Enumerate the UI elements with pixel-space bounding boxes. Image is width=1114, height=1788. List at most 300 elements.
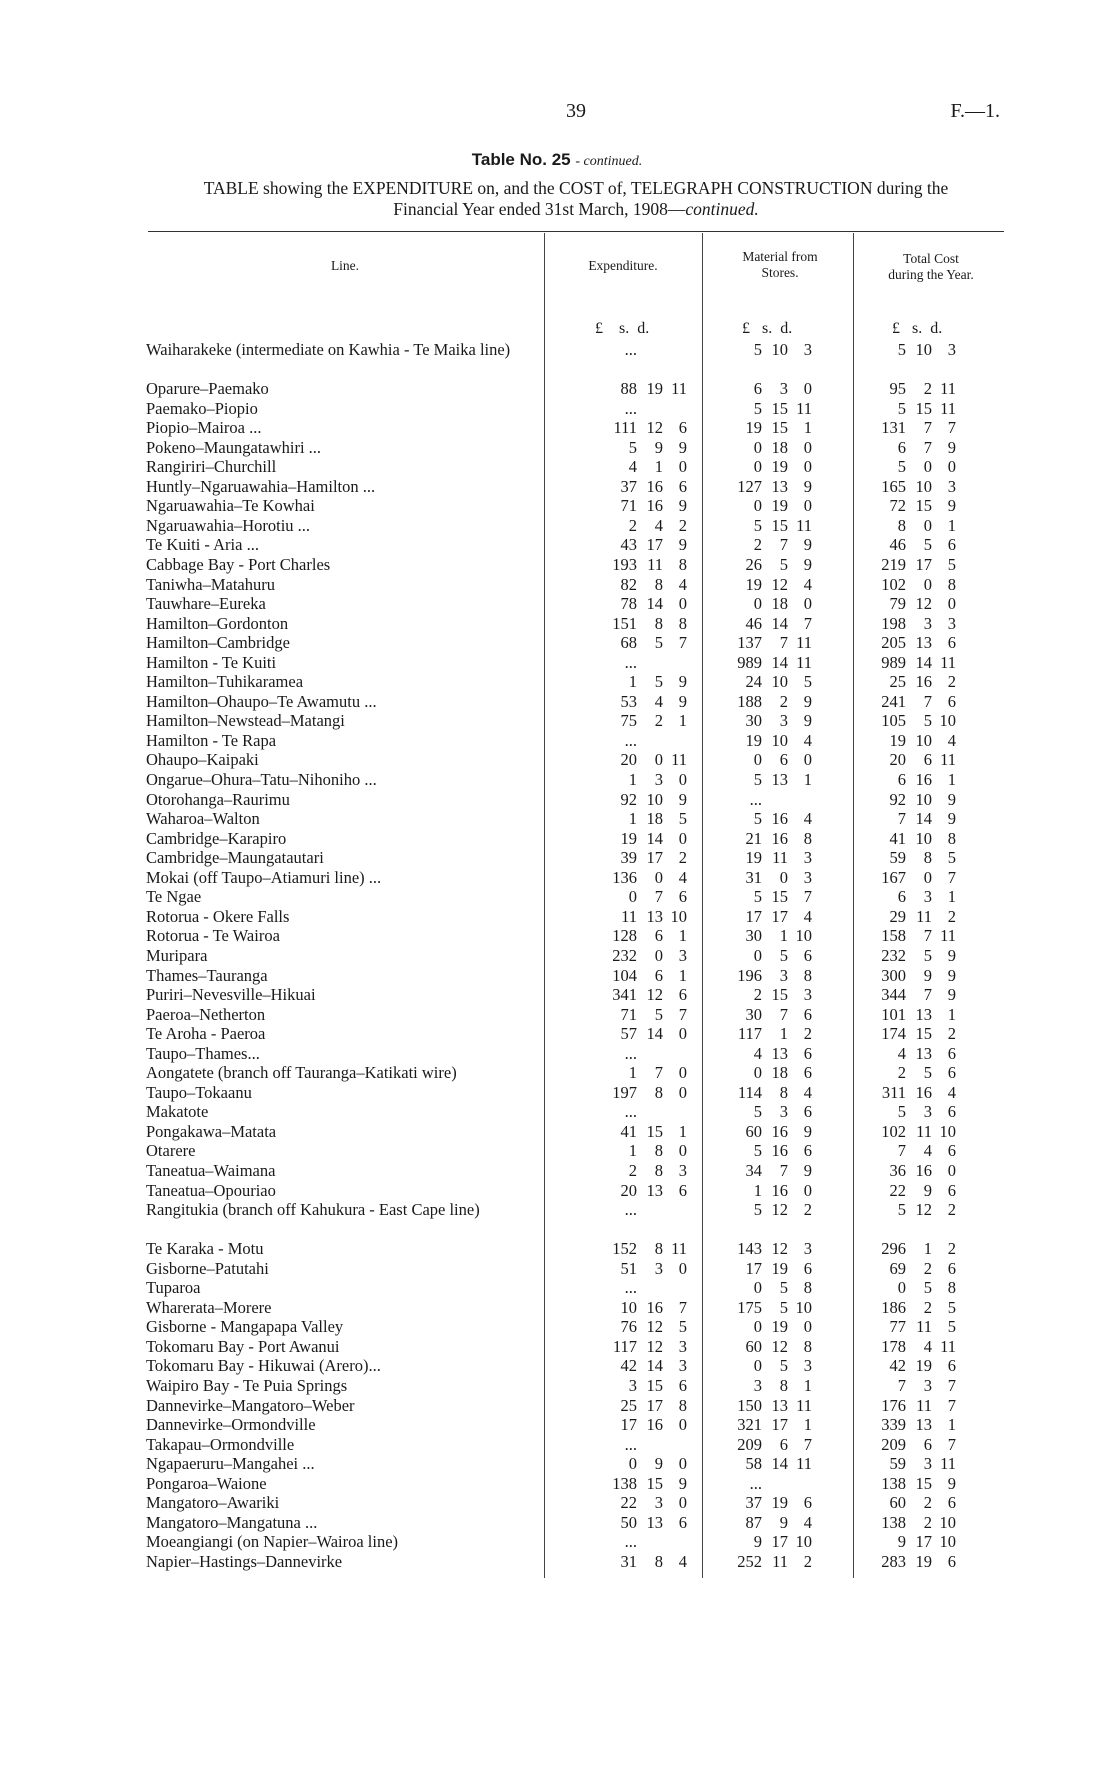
material-amount [720, 1005, 812, 1025]
total-amount-pence: 6 [947, 691, 956, 711]
line-name: Paemako–Piopio [146, 398, 258, 418]
expenditure-amount [595, 790, 687, 810]
expenditure-amount-pence: 9 [678, 437, 687, 457]
expenditure-amount-pounds: 39 [620, 848, 637, 868]
material-amount-pounds: 175 [737, 1297, 762, 1317]
total-amount-pence: 6 [947, 633, 956, 653]
material-amount-shillings: 15 [771, 398, 788, 418]
expenditure-amount [595, 1044, 687, 1064]
expenditure-amount [595, 614, 687, 634]
total-amount-pounds: 219 [881, 555, 906, 575]
total-amount-pounds: 41 [889, 828, 906, 848]
total-amount-shillings: 3 [923, 887, 932, 907]
expenditure-amount-pence: 4 [678, 1551, 687, 1571]
line-name: Ongarue–Ohura–Tatu–Nihoniho ... [146, 770, 377, 790]
total-amount [864, 516, 956, 536]
total-amount-shillings: 9 [923, 965, 932, 985]
expenditure-amount-shillings: 17 [646, 1395, 663, 1415]
expenditure-amount [595, 1278, 687, 1298]
material-amount-shillings: 19 [771, 1493, 788, 1513]
line-name: Puriri–Nevesville–Hikuai [146, 985, 316, 1005]
total-amount-shillings: 11 [916, 1395, 932, 1415]
material-amount [720, 750, 812, 770]
total-amount-pounds: 283 [881, 1551, 906, 1571]
table-row [146, 1376, 1006, 1396]
material-amount-pounds: 46 [745, 613, 762, 633]
total-amount-pounds: 20 [889, 750, 906, 770]
total-amount-shillings: 0 [923, 867, 932, 887]
expenditure-amount-shillings: 8 [654, 1239, 663, 1259]
total-amount-pence: 0 [947, 457, 956, 477]
total-amount-pence: 11 [940, 1336, 956, 1356]
unit-pound: £ [892, 320, 900, 337]
total-amount [864, 907, 956, 927]
expenditure-amount-shillings: 11 [647, 555, 663, 575]
total-amount-pence: 9 [947, 789, 956, 809]
material-amount-pence: 11 [796, 1395, 812, 1415]
expenditure-amount-shillings: 12 [646, 418, 663, 438]
material-amount-pounds: 60 [745, 1336, 762, 1356]
material-amount [720, 594, 812, 614]
material-amount-pounds: 26 [745, 555, 762, 575]
total-amount-pounds: 72 [889, 496, 906, 516]
expenditure-amount-pence: 6 [678, 1180, 687, 1200]
total-amount-pence: 5 [947, 848, 956, 868]
material-amount-pounds: 127 [737, 476, 762, 496]
total-amount-pounds: 46 [889, 535, 906, 555]
material-amount-pence: 7 [803, 1434, 812, 1454]
material-amount-pounds: 2 [753, 535, 762, 555]
table-row [146, 1513, 1006, 1533]
material-amount-pounds: 87 [745, 1512, 762, 1532]
material-amount-shillings: 13 [771, 1395, 788, 1415]
material-amount [720, 418, 812, 438]
material-amount [720, 1415, 812, 1435]
material-amount [720, 1141, 812, 1161]
expenditure-amount-shillings: 8 [654, 1160, 663, 1180]
material-amount-shillings: 10 [771, 730, 788, 750]
total-amount-pounds: 0 [897, 1278, 906, 1298]
line-name: Rotorua - Okere Falls [146, 906, 290, 926]
material-amount-pounds: 24 [745, 672, 762, 692]
expenditure-amount-pounds: 42 [620, 1356, 637, 1376]
expenditure-amount-pounds: 78 [620, 594, 637, 614]
total-amount-pounds: 5 [897, 1200, 906, 1220]
total-amount-pence: 1 [947, 770, 956, 790]
column-header-total-line-2: during the Year. [888, 267, 974, 282]
column-header-total-line-1: Total Cost [903, 251, 959, 266]
table-row [146, 340, 1006, 379]
total-amount-pounds: 232 [881, 945, 906, 965]
expenditure-amount [595, 887, 687, 907]
total-amount-shillings: 5 [923, 535, 932, 555]
total-amount-pence: 2 [947, 906, 956, 926]
total-amount-pence: 7 [947, 418, 956, 438]
expenditure-amount [595, 340, 687, 360]
column-header-material-line-1: Material from [742, 249, 818, 264]
expenditure-amount-shillings: 8 [654, 574, 663, 594]
material-amount-pounds: 30 [745, 1004, 762, 1024]
table-row [146, 575, 1006, 595]
expenditure-amount-pounds: 5 [628, 437, 637, 457]
total-amount-pence: 10 [939, 711, 956, 731]
table-row [146, 594, 1006, 614]
line-name: Mokai (off Taupo–Atiamuri line) ... [146, 867, 382, 887]
material-amount-pence: 11 [796, 1454, 812, 1474]
material-amount-pence: 0 [803, 750, 812, 770]
total-amount-pounds: 339 [881, 1415, 906, 1435]
material-amount-pounds: 0 [753, 1278, 762, 1298]
expenditure-amount-pence: 7 [678, 1004, 687, 1024]
table-row [146, 653, 1006, 673]
table-row [146, 1337, 1006, 1357]
expenditure-amount-pounds: ... [624, 1278, 637, 1298]
table-row [146, 848, 1006, 868]
total-amount-shillings: 17 [915, 1532, 932, 1552]
expenditure-amount [595, 1396, 687, 1416]
material-amount [720, 1083, 812, 1103]
material-amount-shillings: 15 [771, 887, 788, 907]
total-amount-pounds: 60 [889, 1493, 906, 1513]
material-amount [720, 1435, 812, 1455]
expenditure-amount-shillings: 17 [646, 848, 663, 868]
expenditure-amount-pence: 7 [678, 633, 687, 653]
total-amount [864, 1278, 956, 1298]
table-row [146, 868, 1006, 888]
material-amount [720, 868, 812, 888]
expenditure-amount-pence: 5 [678, 1317, 687, 1337]
expenditure-amount-pounds: 71 [620, 1004, 637, 1024]
total-amount-shillings: 10 [915, 828, 932, 848]
total-amount-pounds: 105 [881, 711, 906, 731]
expenditure-amount [595, 653, 687, 673]
table-row [146, 672, 1006, 692]
material-amount-pounds: 2 [753, 985, 762, 1005]
total-amount-pence: 8 [947, 1278, 956, 1298]
expenditure-amount-shillings: 16 [646, 1297, 663, 1317]
material-amount-pence: 2 [803, 1024, 812, 1044]
total-amount-pounds: 5 [897, 457, 906, 477]
material-amount-pence: 10 [795, 1532, 812, 1552]
total-amount [864, 379, 956, 399]
table-row [146, 711, 1006, 731]
table-row [146, 1493, 1006, 1513]
expenditure-amount-pounds: 151 [612, 613, 637, 633]
unit-pence: d. [930, 320, 943, 337]
table-row [146, 1552, 1006, 1572]
material-amount-pence: 9 [803, 476, 812, 496]
total-amount [864, 1337, 956, 1357]
expenditure-amount [595, 848, 687, 868]
expenditure-amount [595, 438, 687, 458]
material-amount-pence: 0 [803, 1180, 812, 1200]
column-header-material [706, 249, 854, 281]
total-amount-shillings: 14 [915, 809, 932, 829]
expenditure-amount-shillings: 12 [646, 1317, 663, 1337]
material-amount-pounds: 989 [737, 652, 762, 672]
total-amount-pence: 6 [947, 1063, 956, 1083]
total-amount-pence: 6 [947, 1102, 956, 1122]
expenditure-amount [595, 1415, 687, 1435]
expenditure-amount [595, 1122, 687, 1142]
material-amount-pence: 0 [803, 379, 812, 399]
material-amount [720, 692, 812, 712]
expenditure-amount-pence: 3 [678, 945, 687, 965]
total-amount-shillings: 16 [915, 1082, 932, 1102]
line-name: Waiharakeke (intermediate on Kawhia - Te Maika line) [146, 340, 511, 359]
total-amount-shillings: 13 [915, 633, 932, 653]
material-amount-pounds: ... [749, 1473, 762, 1493]
expenditure-amount-pounds: 0 [628, 1454, 637, 1474]
line-name: Cambridge–Maungatautari [146, 848, 324, 868]
total-amount-shillings: 0 [923, 574, 932, 594]
material-amount [720, 809, 812, 829]
total-amount-pence: 1 [947, 887, 956, 907]
material-amount-shillings: 13 [771, 1043, 788, 1063]
total-amount-pence: 6 [947, 1180, 956, 1200]
expenditure-amount-pounds: 37 [620, 476, 637, 496]
expenditure-amount [595, 946, 687, 966]
line-name: Ohaupo–Kaipaki [146, 750, 259, 770]
expenditure-amount-pounds: ... [624, 1043, 637, 1063]
total-amount-pounds: 989 [881, 652, 906, 672]
caption-line-1: TABLE showing the EXPENDITURE on, and the COST of, TELEGRAPH CONSTRUCTION during the [203, 178, 949, 198]
total-amount [864, 438, 956, 458]
material-amount [720, 790, 812, 810]
total-amount-pounds: 344 [881, 985, 906, 1005]
material-amount [720, 535, 812, 555]
material-amount [720, 731, 812, 751]
total-amount-shillings: 12 [915, 594, 932, 614]
material-amount-pence: 9 [803, 691, 812, 711]
total-amount [864, 946, 956, 966]
material-amount-pence: 7 [803, 887, 812, 907]
total-amount-pence: 1 [947, 1004, 956, 1024]
material-amount-shillings: 10 [771, 340, 788, 359]
expenditure-amount-shillings: 6 [654, 965, 663, 985]
material-amount-pounds: 30 [745, 926, 762, 946]
expenditure-amount-shillings: 3 [654, 1258, 663, 1278]
table-row [146, 1161, 1006, 1181]
material-amount [720, 575, 812, 595]
material-amount [720, 848, 812, 868]
caption-line-2-text: Financial Year ended 31st March, 1908— [393, 199, 686, 219]
total-amount [864, 692, 956, 712]
expenditure-amount-shillings: 13 [646, 1180, 663, 1200]
material-amount-shillings: 16 [771, 1121, 788, 1141]
total-amount-pence: 11 [940, 750, 956, 770]
material-amount-shillings: 10 [771, 672, 788, 692]
expenditure-amount-shillings: 7 [654, 1063, 663, 1083]
material-amount-shillings: 14 [771, 1454, 788, 1474]
total-amount [864, 790, 956, 810]
material-amount [720, 985, 812, 1005]
expenditure-amount-pounds: 31 [620, 1551, 637, 1571]
table-row [146, 399, 1006, 419]
total-amount [864, 418, 956, 438]
page-number: 39 [566, 100, 586, 122]
expenditure-amount [595, 731, 687, 751]
material-amount-pounds: 0 [753, 496, 762, 516]
expenditure-amount-pence: 0 [678, 1024, 687, 1044]
expenditure-amount-pence: 0 [678, 457, 687, 477]
expenditure-amount-pounds: 51 [620, 1258, 637, 1278]
unit-shilling: s. [762, 320, 773, 337]
material-amount-shillings: 14 [771, 613, 788, 633]
total-amount-shillings: 0 [923, 515, 932, 535]
line-name: Hamilton–Gordonton [146, 613, 289, 633]
total-amount-shillings: 13 [915, 1415, 932, 1435]
total-amount-pounds: 77 [889, 1317, 906, 1337]
total-amount-shillings: 2 [923, 1297, 932, 1317]
total-amount [864, 829, 956, 849]
expenditure-amount-pounds: 1 [628, 672, 637, 692]
expenditure-amount-shillings: 13 [646, 1512, 663, 1532]
material-amount [720, 1493, 812, 1513]
material-amount-pence: 0 [803, 1317, 812, 1337]
expenditure-amount [595, 1474, 687, 1494]
expenditure-amount-shillings: 15 [646, 1473, 663, 1493]
table-row [146, 1044, 1006, 1064]
material-amount-pounds: 5 [753, 809, 762, 829]
material-amount-pence: 11 [796, 515, 812, 535]
material-amount-pounds: 37 [745, 1493, 762, 1513]
table-row [146, 418, 1006, 438]
expenditure-amount-shillings: 10 [646, 789, 663, 809]
section-code: F.—1. [950, 100, 1000, 122]
expenditure-amount-pence: 6 [678, 887, 687, 907]
material-amount-pounds: 321 [737, 1415, 762, 1435]
total-amount-pence: 7 [947, 1375, 956, 1395]
material-amount [720, 457, 812, 477]
table-row [146, 1396, 1006, 1416]
material-amount [720, 379, 812, 399]
material-amount-pence: 3 [803, 340, 812, 359]
table-row [146, 1278, 1006, 1298]
column-header-material-line-2: Stores. [761, 265, 799, 280]
total-amount-shillings: 11 [916, 906, 932, 926]
total-amount-pence: 11 [940, 652, 956, 672]
total-amount [864, 575, 956, 595]
expenditure-amount-pence: 0 [678, 1063, 687, 1083]
total-amount [864, 1415, 956, 1435]
expenditure-amount-pounds: 197 [612, 1082, 637, 1102]
material-amount-pence: 10 [795, 1297, 812, 1317]
total-amount-pounds: 29 [889, 906, 906, 926]
total-amount [864, 966, 956, 986]
material-amount-pounds: 5 [753, 398, 762, 418]
material-amount-shillings: 12 [771, 1336, 788, 1356]
expenditure-amount [595, 829, 687, 849]
table-row [146, 1532, 1006, 1552]
expenditure-amount-pounds: ... [624, 1434, 637, 1454]
table-row [146, 1024, 1006, 1044]
table-row [146, 887, 1006, 907]
total-amount [864, 770, 956, 790]
expenditure-amount-pounds: ... [624, 398, 637, 418]
expenditure-amount-pounds: ... [624, 340, 637, 359]
total-amount-shillings: 15 [915, 1473, 932, 1493]
total-amount-shillings: 13 [915, 1004, 932, 1024]
total-amount [864, 1298, 956, 1318]
material-amount-shillings: 18 [771, 594, 788, 614]
total-amount-pounds: 241 [881, 691, 906, 711]
expenditure-amount [595, 750, 687, 770]
table-caption [140, 178, 1012, 220]
material-amount-shillings: 13 [771, 476, 788, 496]
table-row [146, 1259, 1006, 1279]
expenditure-amount-pounds: ... [624, 730, 637, 750]
total-amount [864, 594, 956, 614]
material-amount [720, 887, 812, 907]
expenditure-amount-pounds: 117 [612, 1336, 637, 1356]
table-row [146, 926, 1006, 946]
material-amount-pence: 8 [803, 1278, 812, 1298]
material-amount-shillings: 0 [779, 867, 788, 887]
total-amount-shillings: 10 [915, 476, 932, 496]
line-name: Cabbage Bay - Port Charles [146, 555, 331, 575]
total-amount-shillings: 16 [915, 1160, 932, 1180]
line-name: Huntly–Ngaruawahia–Hamilton ... [146, 476, 376, 496]
material-amount [720, 555, 812, 575]
material-amount-shillings: 5 [779, 1356, 788, 1376]
expenditure-amount-pence: 10 [670, 906, 687, 926]
material-amount-pounds: 5 [753, 770, 762, 790]
material-amount-pence: 8 [803, 1336, 812, 1356]
expenditure-amount [595, 1532, 687, 1552]
expenditure-amount [595, 1552, 687, 1572]
total-amount-pence: 6 [947, 535, 956, 555]
expenditure-amount-pence: 4 [678, 574, 687, 594]
table-row [146, 555, 1006, 575]
line-name: Paeroa–Netherton [146, 1004, 266, 1024]
line-name: Dannevirke–Ormondville [146, 1415, 316, 1435]
expenditure-amount-pence: 9 [678, 535, 687, 555]
material-amount-pounds: 0 [753, 1356, 762, 1376]
material-amount-shillings: 7 [779, 1160, 788, 1180]
expenditure-amount-pounds: 2 [628, 1160, 637, 1180]
expenditure-amount [595, 418, 687, 438]
material-amount [720, 1200, 812, 1220]
expenditure-amount-shillings: 8 [654, 1551, 663, 1571]
material-amount [720, 614, 812, 634]
material-amount [720, 1532, 812, 1552]
total-amount-pounds: 131 [881, 418, 906, 438]
expenditure-amount-pence: 8 [678, 613, 687, 633]
table-row [146, 966, 1006, 986]
expenditure-amount-shillings: 16 [646, 476, 663, 496]
total-amount [864, 1063, 956, 1083]
expenditure-amount [595, 399, 687, 419]
total-amount [864, 1317, 956, 1337]
expenditure-amount-pence: 2 [678, 515, 687, 535]
total-amount-pounds: 5 [897, 398, 906, 418]
total-amount [864, 1161, 956, 1181]
expenditure-amount-pounds: ... [624, 1532, 637, 1552]
line-name: Taupo–Tokaanu [146, 1082, 252, 1102]
expenditure-amount [595, 1141, 687, 1161]
line-name: Taupo–Thames... [146, 1043, 260, 1063]
material-amount-pence: 7 [803, 613, 812, 633]
total-amount [864, 1356, 956, 1376]
total-amount [864, 985, 956, 1005]
material-amount-pounds: 19 [745, 418, 762, 438]
line-name: Otorohanga–Raurimu [146, 789, 290, 809]
expenditure-amount [595, 1298, 687, 1318]
line-name: Oparure–Paemako [146, 379, 269, 399]
material-amount-shillings: 3 [779, 379, 788, 399]
material-amount-shillings: 5 [779, 945, 788, 965]
